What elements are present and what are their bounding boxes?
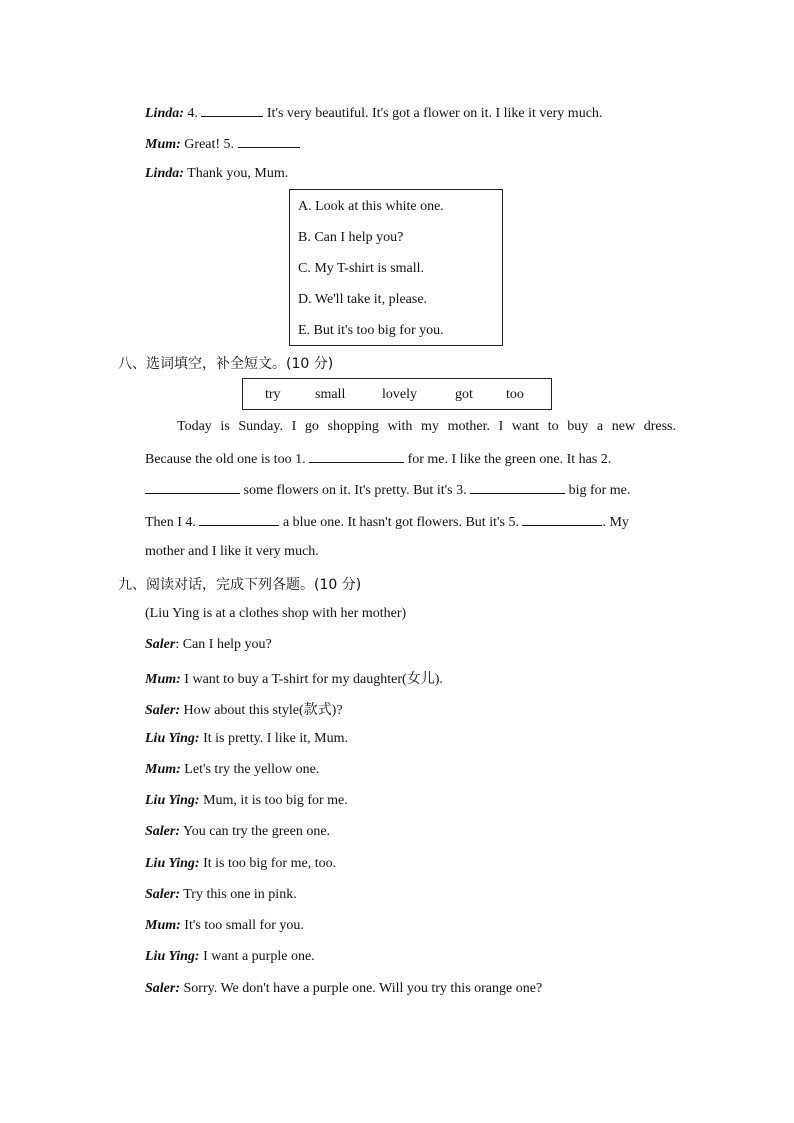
speaker-name: Mum:: [145, 672, 181, 687]
dialogue-line: [145, 887, 297, 903]
section-9-heading: 九、阅读对话，完成下列各题。(10 分): [118, 577, 362, 593]
dialogue-line: [145, 824, 330, 840]
passage-text: some flowers on it. It's pretty. But it's 3.: [240, 483, 471, 498]
dialogue-text: Sorry. We don't have a purple one. Will you try this orange one?: [180, 981, 543, 996]
speaker-name: Saler:: [145, 887, 180, 902]
dialogue-text: Great! 5.: [180, 137, 238, 152]
answer-blank[interactable]: [201, 104, 263, 117]
dialogue-line: [145, 793, 348, 809]
word-bank-item: too: [506, 387, 524, 402]
word-bank-item: got: [455, 387, 473, 402]
answer-blank[interactable]: [145, 481, 240, 494]
speaker-name: Saler:: [145, 824, 180, 839]
option-e: E. But it's too big for you.: [298, 323, 444, 338]
passage-line: mother and I like it very much.: [145, 544, 319, 559]
passage-text: Then I 4.: [145, 515, 200, 530]
dialogue-text: Let's try the yellow one.: [180, 762, 320, 777]
dialogue-line: [145, 135, 300, 153]
passage-text: a blue one. It hasn't got flowers. But it's 5.: [279, 515, 523, 530]
answer-blank[interactable]: [238, 135, 300, 148]
speaker-name: Liu Ying:: [145, 731, 200, 746]
dialogue-line: [145, 668, 443, 688]
dialogue-line: [145, 731, 348, 747]
option-d: D. We'll take it, please.: [298, 292, 428, 307]
dialogue-line: [145, 981, 542, 997]
speaker-name: Saler:: [145, 981, 180, 996]
speaker-name: Saler:: [145, 703, 180, 718]
dialogue-line: [145, 856, 336, 872]
dialogue-text: How about this style(款式)?: [180, 703, 343, 718]
answer-blank[interactable]: [522, 513, 602, 526]
speaker-name: Mum:: [145, 918, 181, 933]
dialogue-text: Mum, it is too big for me.: [199, 793, 348, 808]
word-bank-item: small: [315, 387, 346, 402]
word-bank: [242, 378, 552, 410]
dialogue-text: It's very beautiful. It's got a flower on it. I like it very much.: [263, 106, 603, 121]
passage-text: for me. I like the green one. It has 2.: [404, 452, 612, 467]
passage-line: Today is Sunday. I go shopping with my mother. I want to buy a new dress.: [177, 419, 676, 434]
speaker-name: Saler: [145, 637, 176, 652]
dialogue-text: It's too small for you.: [180, 918, 304, 933]
dialogue-text: I want a purple one.: [199, 949, 315, 964]
dialogue-line: [145, 699, 343, 719]
dialogue-text: I want to buy a T-shirt for my daughter(女儿).: [180, 672, 443, 687]
dialogue-text: Try this one in pink.: [180, 887, 297, 902]
speaker-name: Linda:: [145, 106, 184, 121]
speaker-name: Liu Ying:: [145, 793, 200, 808]
passage-text: . My: [602, 515, 629, 530]
word-bank-item: lovely: [382, 387, 417, 402]
word-bank-item: try: [265, 387, 281, 402]
option-a: A. Look at this white one.: [298, 199, 444, 214]
answer-blank[interactable]: [470, 481, 565, 494]
dialogue-line: [145, 949, 315, 965]
passage-line: [145, 481, 630, 499]
dialogue-line: [145, 104, 602, 122]
speaker-name: Mum:: [145, 137, 181, 152]
dialogue-text: 4.: [183, 106, 202, 121]
dialogue-line: [145, 762, 319, 778]
passage-line: [145, 450, 611, 468]
dialogue-text: You can try the green one.: [180, 824, 331, 839]
speaker-name: Liu Ying:: [145, 949, 200, 964]
dialogue-text: : Can I help you?: [175, 637, 272, 652]
options-box: [289, 189, 503, 346]
dialogue-line: [145, 637, 272, 653]
option-b: B. Can I help you?: [298, 230, 404, 245]
dialogue-intro: (Liu Ying is at a clothes shop with her mother): [145, 606, 407, 621]
section-8-heading: 八、选词填空，补全短文。(10 分): [118, 356, 334, 372]
dialogue-line: [145, 166, 288, 182]
dialogue-text: It is pretty. I like it, Mum.: [199, 731, 349, 746]
dialogue-text: It is too big for me, too.: [199, 856, 337, 871]
speaker-name: Liu Ying:: [145, 856, 200, 871]
answer-blank[interactable]: [199, 513, 279, 526]
answer-blank[interactable]: [309, 450, 404, 463]
option-c: C. My T-shirt is small.: [298, 261, 425, 276]
dialogue-text: Thank you, Mum.: [183, 166, 289, 181]
passage-text: big for me.: [565, 483, 631, 498]
speaker-name: Linda:: [145, 166, 184, 181]
passage-text: Because the old one is too 1.: [145, 452, 310, 467]
passage-line: [145, 513, 629, 531]
dialogue-line: [145, 918, 304, 934]
speaker-name: Mum:: [145, 762, 181, 777]
